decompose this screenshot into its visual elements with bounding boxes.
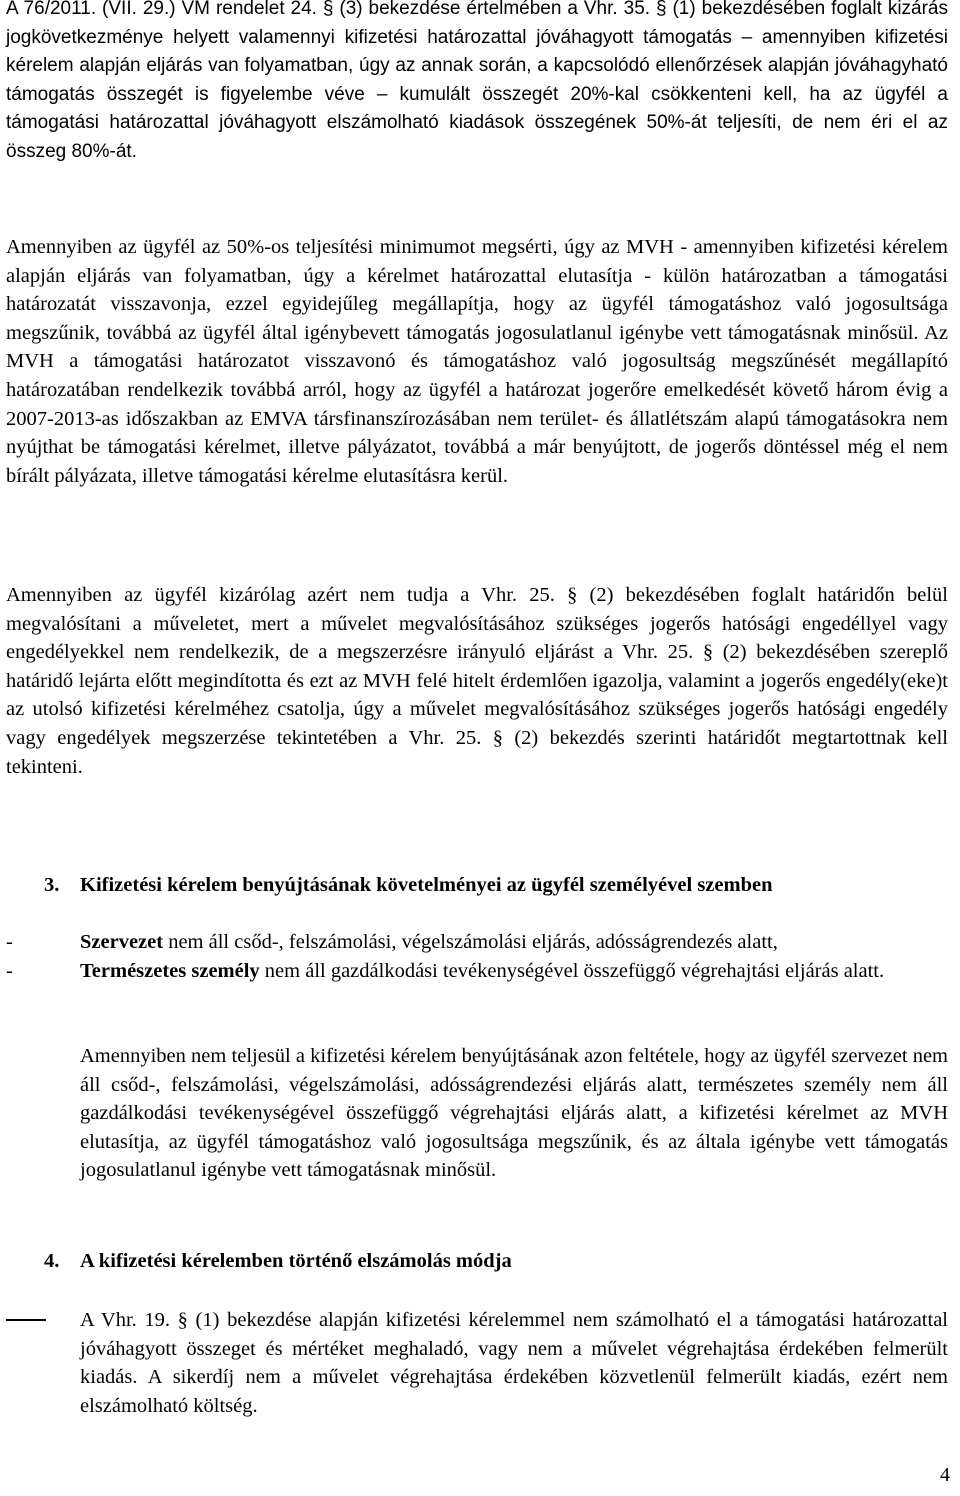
page-number: 4 <box>940 1464 950 1486</box>
section-3-title: Kifizetési kérelem benyújtásának követelményei az ügyfél személyével szemben <box>80 874 773 896</box>
list-item-bold-term: Szervezet <box>80 931 164 953</box>
list-item-text: A Vhr. 19. § (1) bekezdése alapján kifizetési kérelemmel nem számolható el a támogatási határozattal jóváhagyott összeget és mértéket meghaladó, vagy nem a művelet végrehajtása érdekében felmerült kiadás. A sikerdíj nem a művelet végrehajtása érdekében közvetlenül felmerült kiadás, ezért nem elszámolható költség. <box>80 1309 948 1417</box>
list-item <box>6 928 948 957</box>
list-item-bold-term: Természetes személy <box>80 960 260 982</box>
list-item-text: nem áll csőd-, felszámolási, végelszámolási eljárás, adósságrendezés alatt, <box>163 931 778 953</box>
list-item <box>6 1306 948 1420</box>
list-item-text: nem áll gazdálkodási tevékenységével összefüggő végrehajtási eljárás alatt. <box>259 960 885 982</box>
paragraph-reduction-rule: A 76/2011. (VII. 29.) VM rendelet 24. § (3) bekezdése értelmében a Vhr. 35. § (1) bekezdésében foglalt kizárás jogkövetkezménye helyett valamennyi kifizetési határozattal jóváhagyott támogatás – amennyiben kifizetési kérelem alapján eljárás van folyamatban, úgy az annak során, a kapcsolódó ellenőrzések alapján jóváhagyható támogatás összegét is figyelembe véve – kumulált összegét 20%-kal csökkenteni kell, ha az ügyfél a támogatási határozattal jóváhagyott elszámolható kiadások összegének 50%-át teljesíti, de nem éri el az összeg 80%-át. <box>6 0 948 162</box>
paragraph-minimum-breach: Amennyiben az ügyfél az 50%-os teljesítési minimumot megsérti, úgy az MVH - amennyiben kifizetési kérelem alapján eljárás van folyamatban, úgy a kérelmet határozattal elutasítja - külön határozatban a támogatási határozatát visszavonja, ezzel egyidejűleg megállapítja, hogy az ügyfél támogatáshoz való jogosultsága megszűnik, továbbá az ügyfél által igénybevett támogatás jogosulatlanul igénybe vett támogatásnak minősül. Az MVH a támogatási határozatot visszavonó és támogatáshoz való jogosultság megszűnését megállapító határozatában rendelkezik továbbá arról, hogy az ügyfél a határozat jogerőre emelkedését követő három évig a 2007-2013-as időszakban az EMVA társfinanszírozásában nem terület- és állatlétszám alapú támogatásokra nem nyújthat be támogatási kérelmet, illetve pályázatot, továbbá a már benyújtott, de jogerős döntéssel még el nem bírált pályázata, illetve támogatási kérelme elutasításra kerül. <box>6 236 948 487</box>
section-3-note: Amennyiben nem teljesül a kifizetési kérelem benyújtásának azon feltétele, hogy az ügyfél szervezet nem áll csőd-, felszámolási, végelszámolási, adósságrendezési eljárás alatt, természetes személy nem áll gazdálkodási tevékenységével összefüggő végrehajtási eljárás alatt, a kifizetési kérelmet az MVH elutasítja, az ügyfél támogatáshoz való jogosultsága megszűnik, és az általa igénybe vett támogatás jogosulatlanul igénybe vett támogatásnak minősül. <box>80 1045 948 1182</box>
section-3-heading <box>44 871 772 899</box>
section-4-number: 4. <box>44 1250 60 1272</box>
section-4-heading <box>44 1247 512 1275</box>
paragraph-deadline-permits: Amennyiben az ügyfél kizárólag azért nem tudja a Vhr. 25. § (2) bekezdésében foglalt határidőn belül megvalósítani a műveletet, mert a művelet megvalósításához szükséges jogerős hatósági engedéllyel vagy engedélyekkel nem rendelkezik, de a megszerzésre irányuló eljárást a Vhr. 25. § (2) bekezdésében szereplő határidő lejárta előtt megindította és ezt az MVH felé hitelt érdemlően igazolja, valamint a jogerős engedély(eke)t az utolsó kifizetési kérelméhez csatolja, úgy a művelet megvalósításához szükséges jogerős hatósági engedély vagy engedélyek megszerzése tekintetében a Vhr. 25. § (2) bekezdés szerinti határidőt megtartottnak kell tekinteni. <box>6 584 948 778</box>
list-item <box>6 957 948 986</box>
section-4-title: A kifizetési kérelemben történő elszámolás módja <box>80 1250 512 1272</box>
em-dash-marker <box>6 1306 46 1335</box>
section-3-number: 3. <box>44 874 60 896</box>
list-marker: - <box>6 960 13 982</box>
list-marker: - <box>6 931 13 953</box>
